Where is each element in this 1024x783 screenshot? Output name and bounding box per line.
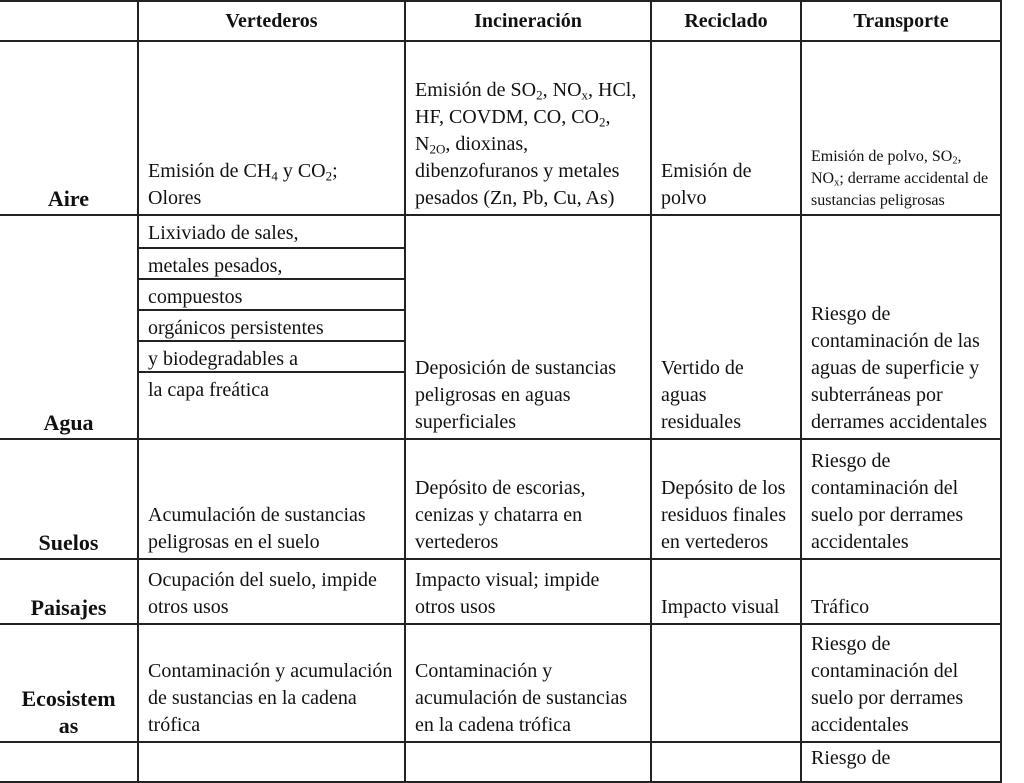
cell-aire-incineracion: Emisión de $SO_2$, $NO_x$, HCl, HF, COVDM, CO, $CO_2$, $N_{2O}$, dioxinas, dibenzofuranos y metales pesados (Zn, Pb, Cu, As) <box>405 41 651 215</box>
cell-paisajes-incineracion: Impacto visual; impide otros usos <box>405 559 651 624</box>
row-agua <box>0 215 1001 439</box>
cell-ecosistemas-incineracion: Contaminación y acumulación de sustancias en la cadena trófica <box>405 624 651 742</box>
header-transporte: Transporte <box>801 1 1001 41</box>
cell-agua-incineracion: Deposición de sustancias peligrosas en aguas superficiales <box>405 215 651 439</box>
row-suelos <box>0 439 1001 559</box>
cell-paisajes-reciclado: Impacto visual <box>651 559 801 624</box>
cell-paisajes-transporte: Tráfico <box>801 559 1001 624</box>
cell-partial-transporte: Riesgo de <box>801 742 1001 782</box>
cell-paisajes-vertederos: Ocupación del suelo, impide otros usos <box>138 559 405 624</box>
cell-partial-vertederos <box>138 742 405 782</box>
agua-vertederos-line: y biodegradables a <box>139 340 404 371</box>
cell-agua-reciclado: Vertido de aguas residuales <box>651 215 801 439</box>
cell-ecosistemas-vertederos: Contaminación y acumulación de sustancias en la cadena trófica <box>138 624 405 742</box>
agua-vertederos-line: compuestos <box>139 278 404 309</box>
row-label-ecosistemas: Ecosistem as <box>0 624 138 742</box>
agua-vertederos-line: orgánicos persistentes <box>139 309 404 340</box>
header-vertederos: Vertederos <box>138 1 405 41</box>
row-label-suelos: Suelos <box>0 439 138 559</box>
header-empty <box>0 1 138 41</box>
cell-ecosistemas-transporte: Riesgo de contaminación del suelo por derrames accidentales <box>801 624 1001 742</box>
cell-partial-label <box>0 742 138 782</box>
cell-agua-transporte: Riesgo de contaminación de las aguas de superficie y subterráneas por derrames accidentales <box>801 215 1001 439</box>
row-label-agua: Agua <box>0 215 138 439</box>
row-partial <box>0 742 1001 782</box>
agua-vertederos-line: Lixiviado de sales, <box>148 222 299 244</box>
cell-aire-vertederos: Emisión de $CH_4$ y $CO_2$; Olores <box>138 41 405 215</box>
cell-aire-transporte: Emisión de polvo, $SO_2$, $NO_x$; derrame accidental de sustancias peligrosas <box>801 41 1001 215</box>
header-reciclado: Reciclado <box>651 1 801 41</box>
cell-suelos-transporte: Riesgo de contaminación del suelo por derrames accidentales <box>801 439 1001 559</box>
header-incineracion: Incineración <box>405 1 651 41</box>
cell-aire-reciclado: Emisión de polvo <box>651 41 801 215</box>
row-aire <box>0 41 1001 215</box>
cell-partial-reciclado <box>651 742 801 782</box>
header-row <box>0 1 1001 41</box>
cell-suelos-vertederos: Acumulación de sustancias peligrosas en el suelo <box>138 439 405 559</box>
agua-vertederos-line: metales pesados, <box>139 247 404 278</box>
cell-agua-vertederos <box>138 215 405 439</box>
row-label-aire: Aire <box>0 41 138 215</box>
cell-partial-incineracion <box>405 742 651 782</box>
row-paisajes <box>0 559 1001 624</box>
agua-vertederos-line: la capa freática <box>139 371 404 402</box>
cell-ecosistemas-reciclado <box>651 624 801 742</box>
cell-suelos-reciclado: Depósito de los residuos finales en vertederos <box>651 439 801 559</box>
row-ecosistemas <box>0 624 1001 742</box>
row-label-paisajes: Paisajes <box>0 559 138 624</box>
cell-suelos-incineracion: Depósito de escorias, cenizas y chatarra en vertederos <box>405 439 651 559</box>
